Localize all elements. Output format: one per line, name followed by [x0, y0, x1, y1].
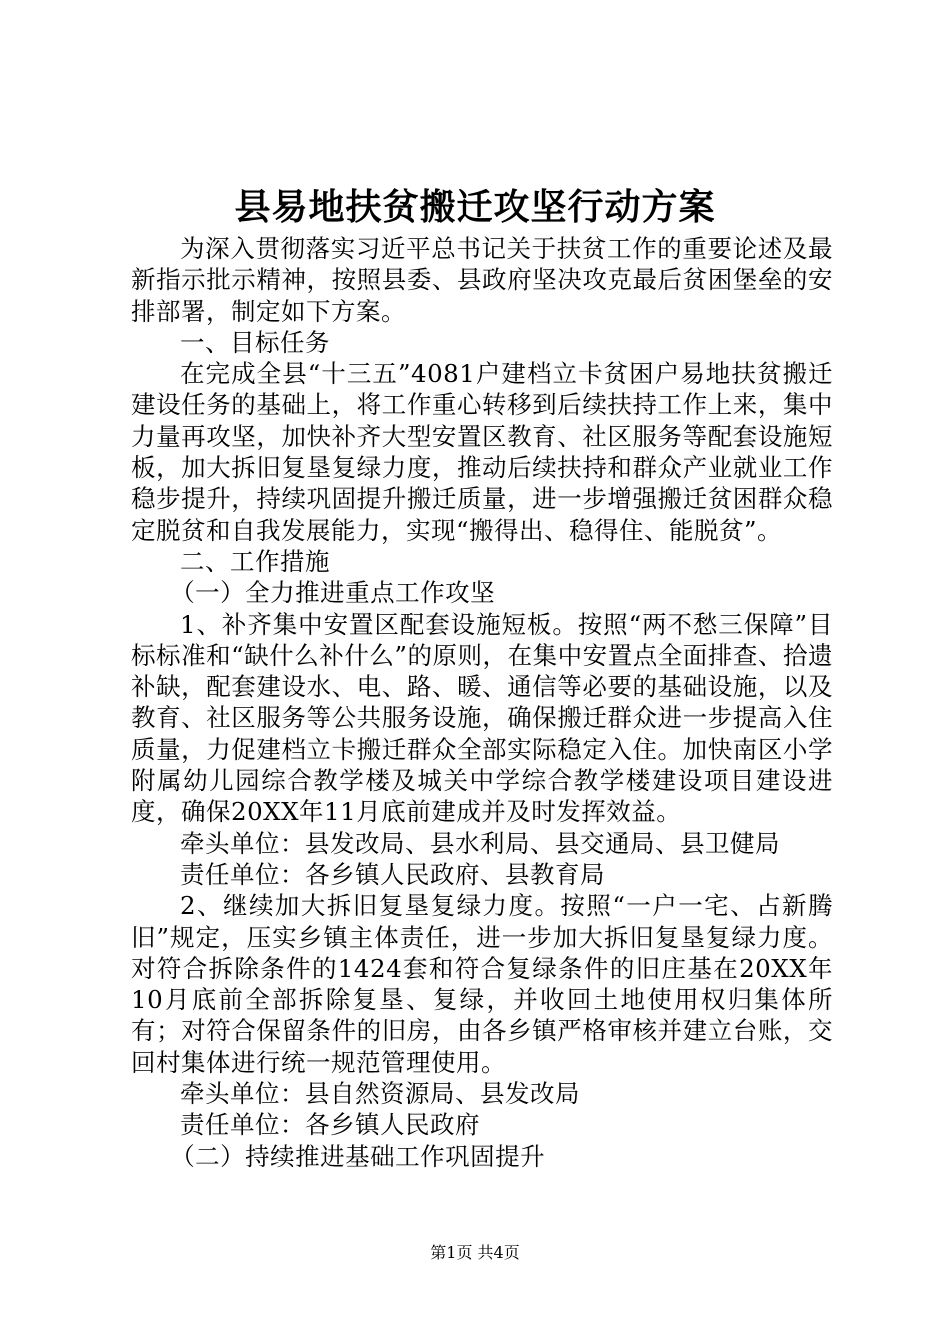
measure-2-paragraph: 2、继续加大拆旧复垦复绿力度。按照“一户一宅、占新腾旧”规定，压实乡镇主体责任，进一步加大拆旧复垦复绿力度。对符合拆除条件的1424套和符合复绿条件的旧庄基在20XX年10月底前全部拆除复垦、复绿，并收回土地使用权归集体所有；对符合保留条件的旧房，由各乡镇严格审核并建立台账，交回村集体进行统一规范管理使用。: [131, 891, 833, 1077]
document-title: 县易地扶贫搬迁攻坚行动方案: [234, 187, 716, 228]
measure-1-paragraph: 1、补齐集中安置区配套设施短板。按照“两不愁三保障”目标标准和“缺什么补什么”的原则，在集中安置点全面排查、拾遗补缺，配套建设水、电、路、暖、通信等必要的基础设施，以及教育、社区服务等公共服务设施，确保搬迁群众进一步提高入住质量，力促建档立卡搬迁群众全部实际稳定入住。加快南区小学附属幼儿园综合教学楼及城关中学综合教学楼建设项目建设进度，确保20XX年11月底前建成并及时发挥效益。: [131, 609, 833, 827]
measure-1-responsible-units: 责任单位：各乡镇人民政府、县教育局: [180, 859, 605, 889]
measure-1-lead-units: 牵头单位：县发改局、县水利局、县交通局、县卫健局: [180, 828, 780, 858]
page-number: 第1页 共4页: [430, 1243, 520, 1262]
document-body: [131, 233, 833, 1172]
measure-2-responsible-units: 责任单位：各乡镇人民政府: [180, 1110, 480, 1140]
subsection-heading-1: （一）全力推进重点工作攻坚: [170, 578, 496, 608]
goals-paragraph: 在完成全县“十三五”4081户建档立卡贫困户易地扶贫搬迁建设任务的基础上，将工作重心转移到后续扶持工作上来，集中力量再攻坚，加快补齐大型安置区教育、社区服务等配套设施短板，加大拆旧复垦复绿力度，推动后续扶持和群众产业就业工作稳步提升，持续巩固提升搬迁质量，进一步增强搬迁贫困群众稳定脱贫和自我发展能力，实现“搬得出、稳得住、能脱贫”。: [131, 359, 833, 545]
intro-paragraph: 为深入贯彻落实习近平总书记关于扶贫工作的重要论述及最新指示批示精神，按照县委、县政府坚决攻克最后贫困堡垒的安排部署，制定如下方案。: [131, 234, 833, 326]
measure-2-lead-units: 牵头单位：县自然资源局、县发改局: [180, 1079, 580, 1109]
section-heading-goals: 一、目标任务: [180, 327, 330, 357]
section-heading-measures: 二、工作措施: [180, 546, 330, 576]
subsection-heading-2: （二）持续推进基础工作巩固提升: [170, 1141, 546, 1171]
